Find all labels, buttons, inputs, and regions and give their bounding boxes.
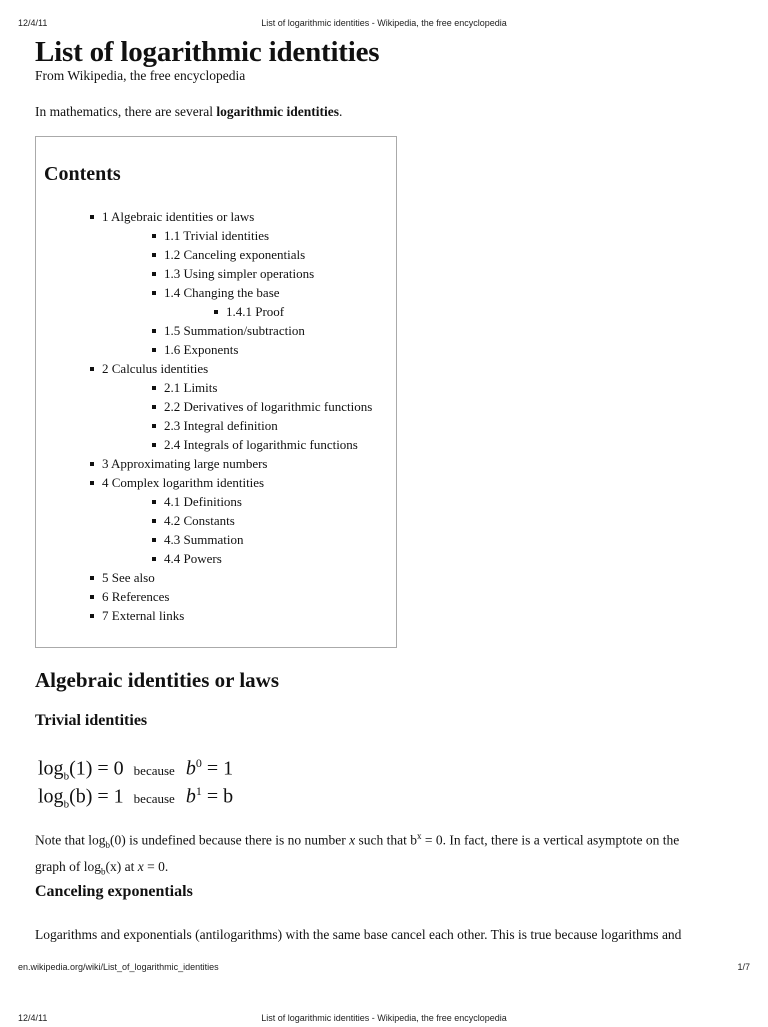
bullet-icon xyxy=(152,424,156,428)
bullet-icon xyxy=(152,253,156,257)
table-of-contents xyxy=(35,136,397,648)
toc-item[interactable]: 1.1 Trivial identities xyxy=(152,228,269,244)
toc-item[interactable]: 3 Approximating large numbers xyxy=(90,456,267,472)
toc-item[interactable]: 2.4 Integrals of logarithmic functions xyxy=(152,437,358,453)
bullet-icon xyxy=(152,272,156,276)
bullet-icon xyxy=(90,576,94,580)
toc-item[interactable]: 1.2 Canceling exponentials xyxy=(152,247,305,263)
page-subtitle: From Wikipedia, the free encyclopedia xyxy=(35,68,246,83)
bullet-icon xyxy=(90,367,94,371)
subsection-heading-trivial: Trivial identities xyxy=(35,712,148,729)
print-date: 12/4/11 xyxy=(18,18,48,28)
toc-item[interactable]: 6 References xyxy=(90,589,170,605)
print-header xyxy=(0,18,768,32)
bullet-icon xyxy=(90,614,94,618)
toc-item[interactable]: 1 Algebraic identities or laws xyxy=(90,209,254,225)
bullet-icon xyxy=(152,386,156,390)
toc-item[interactable]: 2.2 Derivatives of logarithmic functions xyxy=(152,399,372,415)
next-print-date: 12/4/11 xyxy=(18,1013,48,1023)
bullet-icon xyxy=(90,215,94,219)
toc-item[interactable]: 2 Calculus identities xyxy=(90,361,208,377)
toc-item[interactable]: 7 External links xyxy=(90,608,184,624)
bullet-icon xyxy=(152,519,156,523)
print-footer xyxy=(0,962,768,976)
bullet-icon xyxy=(152,405,156,409)
toc-item[interactable]: 1.5 Summation/subtraction xyxy=(152,323,305,339)
bullet-icon xyxy=(90,595,94,599)
note-paragraph: Note that $\log_b(0)$ is undefined because there is no number x such that $b^x = 0$. In fact, there is a vertical asymptote on the graph of $\log_b(x)$ at x = 0. xyxy=(35,831,680,877)
bullet-icon xyxy=(152,557,156,561)
toc-item[interactable]: 1.6 Exponents xyxy=(152,342,238,358)
bullet-icon xyxy=(214,310,218,314)
bullet-icon xyxy=(152,291,156,295)
toc-title: Contents xyxy=(44,163,121,185)
toc-item[interactable]: 4.4 Powers xyxy=(152,551,222,567)
toc-item[interactable]: 4.3 Summation xyxy=(152,532,243,548)
bullet-icon xyxy=(152,538,156,542)
toc-item[interactable]: 1.4.1 Proof xyxy=(214,304,284,320)
section-heading-algebraic: Algebraic identities or laws xyxy=(35,668,280,692)
toc-item[interactable]: 5 See also xyxy=(90,570,155,586)
bullet-icon xyxy=(90,481,94,485)
bullet-icon xyxy=(152,348,156,352)
bullet-icon xyxy=(152,234,156,238)
canceling-paragraph: Logarithms and exponentials (antilogarithms) with the same base cancel each other. This is true because logarithms and xyxy=(35,927,682,942)
intro-link-logarithmic-identities[interactable]: logarithmic identities xyxy=(216,104,340,119)
equation-2: $\log_b(b) = 1$ because $b^1 = b$ xyxy=(38,784,234,811)
toc-item[interactable]: 2.3 Integral definition xyxy=(152,418,278,434)
intro-paragraph: In mathematics, there are several logarithmic identities. xyxy=(35,104,343,119)
toc-item[interactable]: 1.3 Using simpler operations xyxy=(152,266,314,282)
toc-item[interactable]: 4.2 Constants xyxy=(152,513,235,529)
bullet-icon xyxy=(152,443,156,447)
print-url: en.wikipedia.org/wiki/List_of_logarithmic_identities xyxy=(18,962,219,972)
toc-item[interactable]: 1.4 Changing the base xyxy=(152,285,280,301)
toc-item[interactable]: 4.1 Definitions xyxy=(152,494,242,510)
print-page-title: List of logarithmic identities - Wikipedia, the free encyclopedia xyxy=(261,18,507,28)
equation-1: $\log_b(1) = 0$ because $b^0 = 1$ xyxy=(38,756,234,783)
toc-item[interactable]: 4 Complex logarithm identities xyxy=(90,475,264,491)
print-page-number: 1/7 xyxy=(737,962,750,972)
next-print-page-title: List of logarithmic identities - Wikipedia, the free encyclopedia xyxy=(261,1013,507,1023)
bullet-icon xyxy=(152,500,156,504)
bullet-icon xyxy=(90,462,94,466)
bullet-icon xyxy=(152,329,156,333)
subsection-heading-canceling: Canceling exponentials xyxy=(35,883,193,900)
toc-item[interactable]: 2.1 Limits xyxy=(152,380,217,396)
next-page-header xyxy=(0,1013,768,1027)
page-title: List of logarithmic identities xyxy=(35,36,380,68)
